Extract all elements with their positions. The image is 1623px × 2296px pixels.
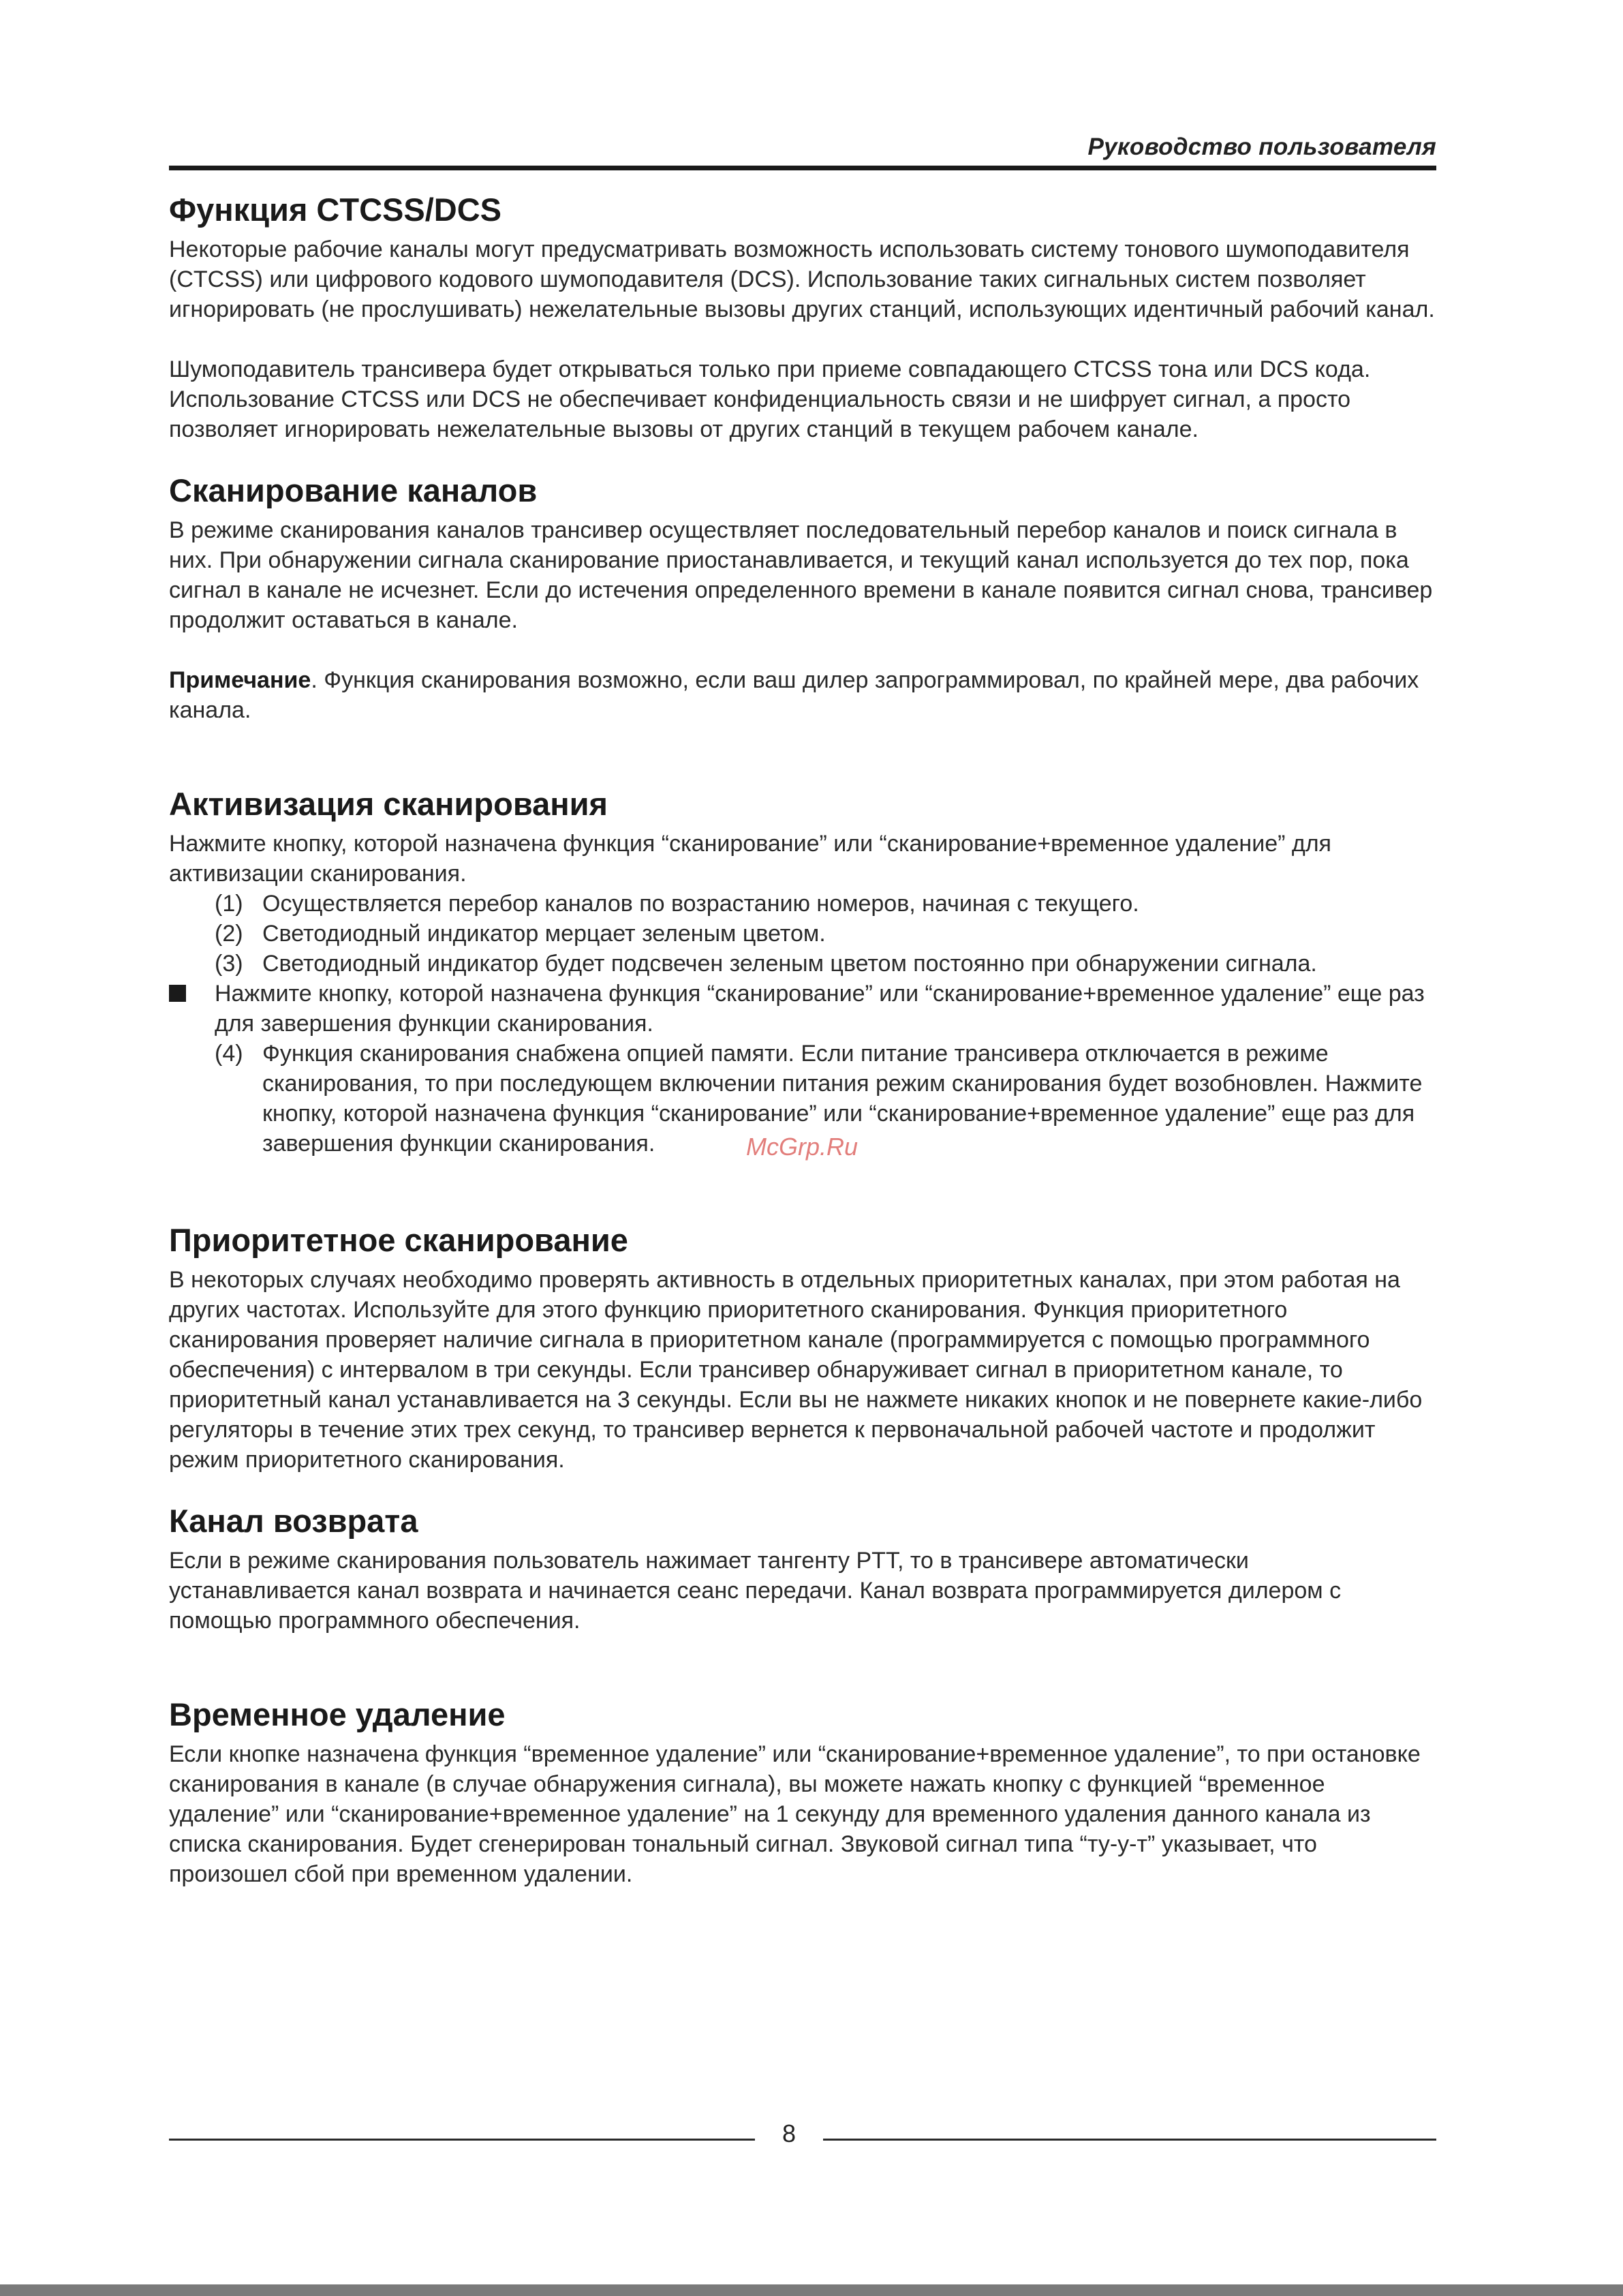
- list-item-number: (2): [215, 921, 243, 947]
- list-item-text: Осуществляется перебор каналов по возрастанию номеров, начиная с текущего.: [262, 891, 1139, 917]
- scan-bottom-edge: [0, 2284, 1623, 2296]
- section-title-ctcss: Функция CTCSS/DCS: [169, 192, 502, 228]
- page-content: [169, 191, 1436, 1889]
- section-title-nuisance: Временное удаление: [169, 1696, 506, 1732]
- list-item-text: Светодиодный индикатор мерцает зеленым цветом.: [262, 921, 826, 947]
- list-item-text: Функция сканирования снабжена опцией памяти. Если питание трансивера отключается в режиме сканирования, то при последующем включении питания режим сканирования будет возобновлен. Нажмите кнопку, которой назначена функция “сканирование” или “сканирование+временное удаление” еще раз для завершения функции сканирования.: [262, 1041, 1423, 1157]
- page-number: 8: [782, 2119, 797, 2147]
- bullet-item-text: Нажмите кнопку, которой назначена функция “сканирование” или “сканирование+временное удаление” еще раз для завершения функции сканирования.: [215, 981, 1425, 1037]
- paragraph-priority-1: В некоторых случаях необходимо проверять активность в отдельных приоритетных каналах, при этом работая на других частотах. Используйте для этого функцию приоритетного сканирования. Функция приоритетного сканирования проверяет наличие сигнала в приоритетном канале (программируется с помощью программного обеспечения) с интервалом в три секунды. Если трансивер обнаруживает сигнал в приоритетном канале, то приоритетный канал устанавливается на 3 секунды. Если вы не нажмете никаких кнопок и не повернете какие-либо регуляторы в течение этих трех секунд, то трансивер вернется к первоначальной рабочей частоте и продолжит режим приоритетного сканирования.: [169, 1267, 1423, 1473]
- square-bullet-icon: [169, 985, 186, 1002]
- note-paragraph: [169, 665, 1436, 725]
- note-label: Примечание: [169, 667, 311, 693]
- list-item-number: (3): [215, 951, 243, 977]
- section-title-scan: Сканирование каналов: [169, 472, 538, 508]
- list-item: [169, 919, 1436, 949]
- section-ctcss: [169, 191, 1436, 444]
- list-item-text: Светодиодный индикатор будет подсвечен зеленым цветом постоянно при обнаружении сигнала.: [262, 951, 1317, 977]
- note-text: . Функция сканирования возможно, если ваш дилер запрограммировал, по крайней мере, два рабочих канала.: [169, 667, 1419, 723]
- footer-rule-left: [169, 2139, 755, 2141]
- paragraph-activation-intro: Нажмите кнопку, которой назначена функция “сканирование” или “сканирование+временное удаление” для активизации сканирования.: [169, 831, 1331, 887]
- list-item-number: (1): [215, 891, 243, 917]
- section-priority: [169, 1221, 1436, 1475]
- section-scan: [169, 472, 1436, 725]
- paragraph-scan-1: В режиме сканирования каналов трансивер осуществляет последовательный перебор каналов и поиск сигнала в них. При обнаружении сигнала сканирование приостанавливается, и текущий канал используется до тех пор, пока сигнал в канале не исчезнет. Если до истечения определенного времени в канале появится сигнал снова, трансивер продолжит оставаться в канале.: [169, 517, 1433, 633]
- paragraph-ctcss-1: Некоторые рабочие каналы могут предусматривать возможность использовать систему тонового шумоподавителя (CTCSS) или цифрового кодового шумоподавителя (DCS). Использование таких сигнальных систем позволяет игнорировать (не прослушивать) нежелательные вызовы других станций, использующих идентичный рабочий канал.: [169, 236, 1435, 322]
- section-title-priority: Приоритетное сканирование: [169, 1222, 628, 1258]
- section-return: [169, 1502, 1436, 1636]
- header-rule: [169, 166, 1436, 170]
- bullet-item: [169, 979, 1436, 1039]
- list-item: [169, 949, 1436, 979]
- section-activation: [169, 785, 1436, 1159]
- paragraph-return-1: Если в режиме сканирования пользователь нажимает тангенту PTT, то в трансивере автоматически устанавливается канал возврата и начинается сеанс передачи. Канал возврата программируется дилером с помощью программного обеспечения.: [169, 1548, 1342, 1634]
- paragraph-ctcss-2: Шумоподавитель трансивера будет открываться только при приеме совпадающего CTCSS тона или DCS кода. Использование CTCSS или DCS не обеспечивает конфиденциальность связи и не шифрует сигнал, а просто позволяет игнорировать нежелательные вызовы от других станций в текущем рабочем канале.: [169, 356, 1371, 442]
- activation-list: [169, 889, 1436, 1159]
- watermark: McGrp.Ru: [746, 1133, 859, 1161]
- footer-rule-right: [823, 2139, 1436, 2141]
- section-title-return: Канал возврата: [169, 1503, 418, 1539]
- paragraph-nuisance-1: Если кнопке назначена функция “временное удаление” или “сканирование+временное удаление”, то при остановке сканирования в канале (в случае обнаружения сигнала), вы можете нажать кнопку с функцией “временное удаление” или “сканирование+временное удаление” на 1 секунду для временного удаления данного канала из списка сканирования. Будет сгенерирован тональный сигнал. Звуковой сигнал типа “ту-у-т” указывает, что произошел сбой при временном удалении.: [169, 1741, 1421, 1887]
- list-item-number: (4): [215, 1041, 243, 1067]
- list-item: [169, 889, 1436, 919]
- running-header: Руководство пользователя: [1087, 134, 1436, 160]
- page-footer: [169, 2117, 1436, 2151]
- section-title-activation: Активизация сканирования: [169, 786, 608, 822]
- section-nuisance: [169, 1696, 1436, 1889]
